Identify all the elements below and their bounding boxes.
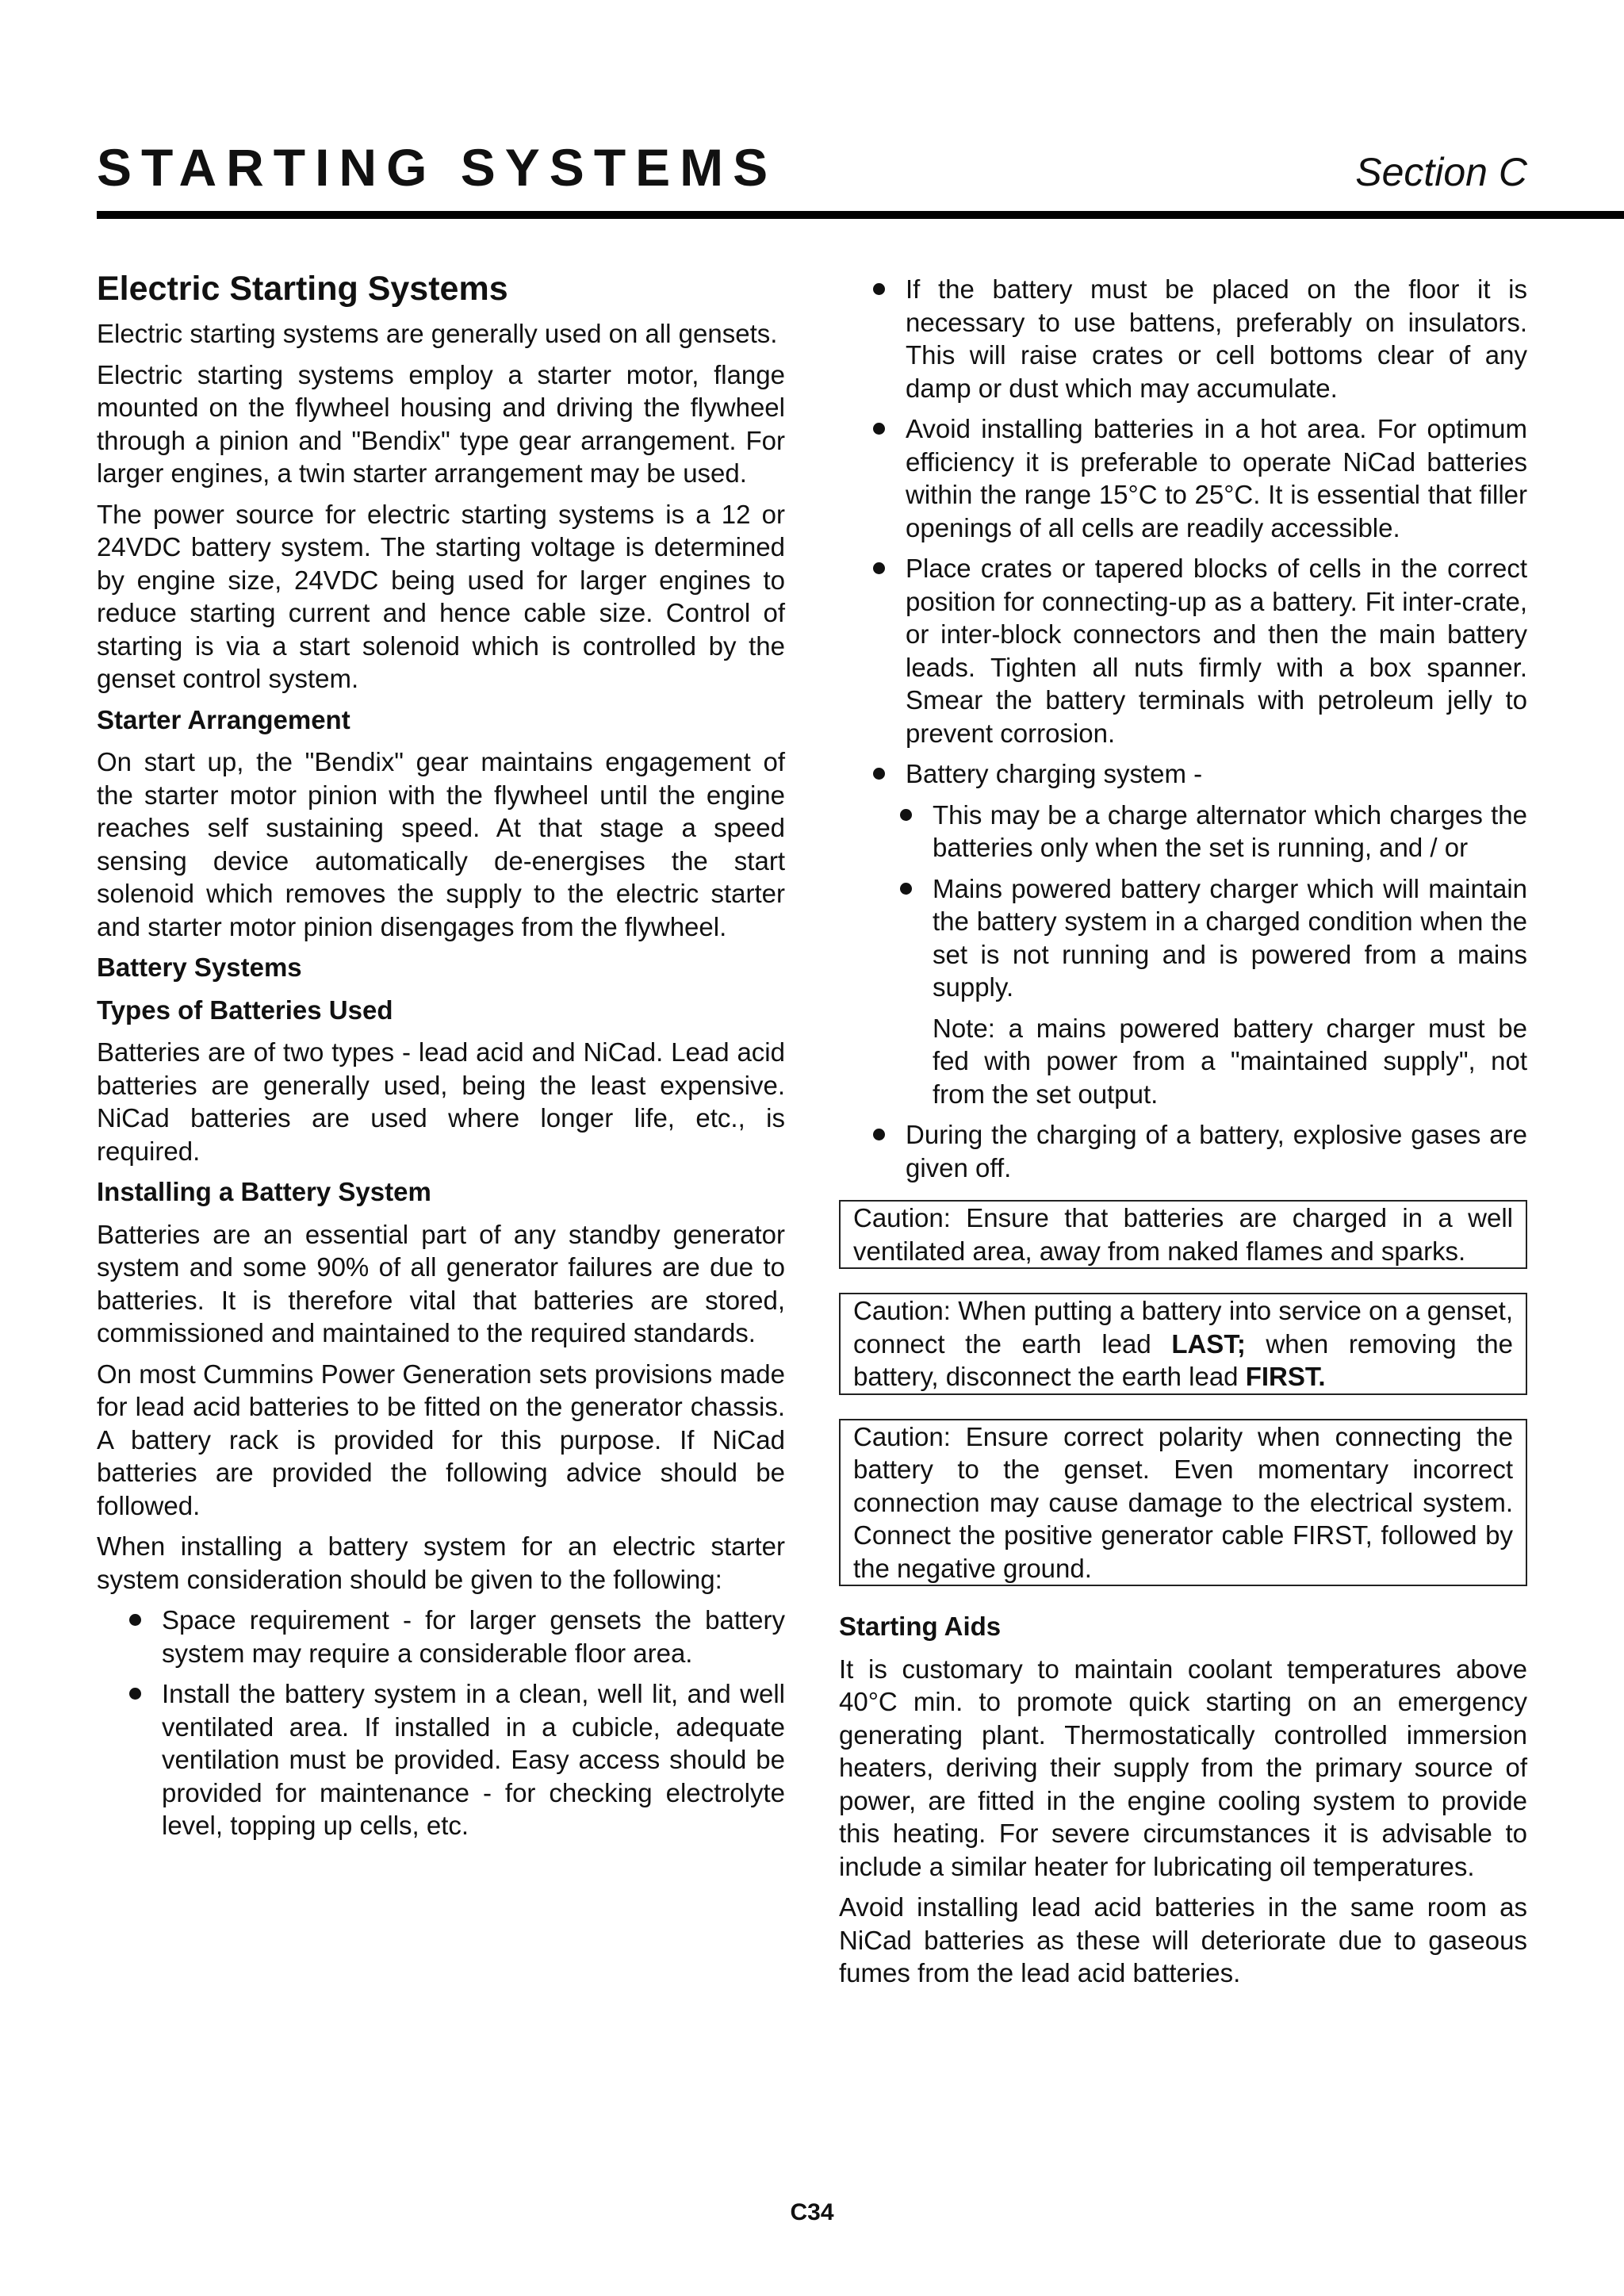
bullet-icon — [873, 283, 885, 295]
paragraph: Electric starting systems employ a starter motor, flange mounted on the flywheel housing and driving the flywheel through a pinion and "Bendix" type gear arrangement. For larger engines, a twin starter arrangement may be used. — [97, 359, 785, 488]
header-rule — [97, 211, 1624, 219]
left-column — [97, 266, 785, 1850]
bullet-icon — [873, 768, 885, 780]
bullet-list — [97, 1604, 785, 1842]
paragraph: The power source for electric starting systems is a 12 or 24VDC battery system. The starting voltage is determined by engine size, 24VDC being used for larger engines to reduce starting current and hence cable size. Control of starting is via a start solenoid which is controlled by the genset control system. — [97, 499, 785, 693]
section-label: Section C — [1355, 150, 1527, 194]
caution-box: Caution: Ensure correct polarity when connecting the battery to the genset. Even momentary incorrect connection may cause damage to the electrical system. Connect the positive generator cable FIRST, followed by the negative ground. — [839, 1419, 1527, 1587]
bullet-icon — [129, 1614, 141, 1626]
paragraph: When installing a battery system for an electric starter system consideration should be given to the following: — [97, 1531, 785, 1594]
right-column — [839, 273, 1527, 1998]
bullet-icon — [873, 562, 885, 574]
paragraph: Batteries are an essential part of any standby generator system and some 90% of all generator failures are due to batteries. It is therefore vital that batteries are stored, commissioned and maintained to the required standards. — [97, 1219, 785, 1347]
paragraph: Batteries are of two types - lead acid and NiCad. Lead acid batteries are generally used, being the least expensive. NiCad batteries are used where longer life, etc., is required. — [97, 1037, 785, 1166]
paragraph: Electric starting systems are generally used on all gensets. — [97, 319, 778, 348]
section-heading: Electric Starting Systems — [97, 270, 508, 308]
bullet-icon — [129, 1688, 141, 1700]
note: Note: a mains powered battery charger must be fed with power from a "maintained supply", not from the set output. — [933, 1013, 1527, 1109]
list-item: Avoid installing batteries in a hot area. For optimum efficiency it is preferable to operate NiCad batteries within the range 15°C to 25°C. It is essential that filler openings of all cells are readily accessible. — [906, 412, 1527, 544]
list-item: Space requirement - for larger gensets the battery system may require a considerable floor area. — [162, 1604, 785, 1669]
paragraph: On most Cummins Power Generation sets provisions made for lead acid batteries to be fitted on the generator chassis. A battery rack is provided for this purpose. If NiCad batteries are provided the following advice should be followed. — [97, 1359, 785, 1520]
page-title: STARTING SYSTEMS — [97, 138, 778, 197]
subheading-starting-aids: Starting Aids — [839, 1612, 1002, 1641]
list-item: If the battery must be placed on the floor it is necessary to use battens, preferably on insulators. This will raise crates or cell bottoms clear of any damp or dust which may accumulate. — [906, 273, 1527, 404]
bullet-icon — [900, 883, 912, 895]
sub-bullet-list — [906, 799, 1527, 1111]
paragraph: It is customary to maintain coolant temperatures above 40°C min. to promote quick starting on an emergency generating plant. Thermostatically controlled immersion heaters, deriving their supply from the primary source of power, are fitted in the engine cooling system to provide this heating. For severe circumstances it is advisable to include a similar heater for lubricating oil temperatures. — [839, 1654, 1527, 1881]
bullet-list — [839, 273, 1527, 1184]
page-number: C34 — [790, 2199, 834, 2225]
bullet-icon — [873, 423, 885, 435]
caution-box: Caution: Ensure that batteries are charged in a well ventilated area, away from naked flames and sparks. — [839, 1200, 1527, 1269]
paragraph: Avoid installing lead acid batteries in the same room as NiCad batteries as these will deteriorate due to gaseous fumes from the lead acid batteries. — [839, 1892, 1527, 1987]
subheading-installing-battery: Installing a Battery System — [97, 1177, 431, 1206]
bullet-icon — [900, 809, 912, 821]
subheading-starter-arrangement: Starter Arrangement — [97, 704, 350, 734]
list-item: Mains powered battery charger which will maintain the battery system in a charged condition when the set is not running and is powered from a mains supply. Note: a mains powered battery charger must be fed with power from a "maintained supply", not from the set output. — [933, 872, 1527, 1111]
list-item: Install the battery system in a clean, well lit, and well ventilated area. If installed in a cubicle, adequate ventilation must be provided. Easy access should be provided for maintenance - for checking electrolyte level, topping up cells, etc. — [162, 1677, 785, 1842]
paragraph: On start up, the "Bendix" gear maintains engagement of the starter motor pinion with the flywheel until the engine reaches self sustaining speed. At that stage a speed sensing device automatically de-energises the start solenoid which removes the supply to the electric starter and starter motor pinion disengages from the flywheel. — [97, 747, 785, 941]
caution-box: Caution: When putting a battery into service on a genset, connect the earth lead LAST; when removing the battery, disconnect the earth lead FIRST. — [839, 1293, 1527, 1395]
list-item: Battery charging system - This may be a charge alternator which charges the batteries only when the set is running, and / or Mains powered battery charger which will maintain the battery system in a charged condition when the set is not running and is powered from a mains supply. Note: a mains powered battery charger must be fed with power from a "maintained supply", not from the set output. — [906, 757, 1527, 1110]
list-item: Place crates or tapered blocks of cells in the correct position for connecting-up as a battery. Fit inter-crate, or inter-block connectors and then the main battery leads. Tighten all nuts firmly with a box spanner. Smear the battery terminals with petroleum jelly to prevent corrosion. — [906, 552, 1527, 749]
subheading-types-of-batteries: Types of Batteries Used — [97, 995, 393, 1025]
list-item: During the charging of a battery, explosive gases are given off. — [906, 1118, 1527, 1184]
list-item: This may be a charge alternator which charges the batteries only when the set is running, and / or — [933, 799, 1527, 864]
bullet-icon — [873, 1129, 885, 1140]
subheading-battery-systems: Battery Systems — [97, 953, 302, 982]
